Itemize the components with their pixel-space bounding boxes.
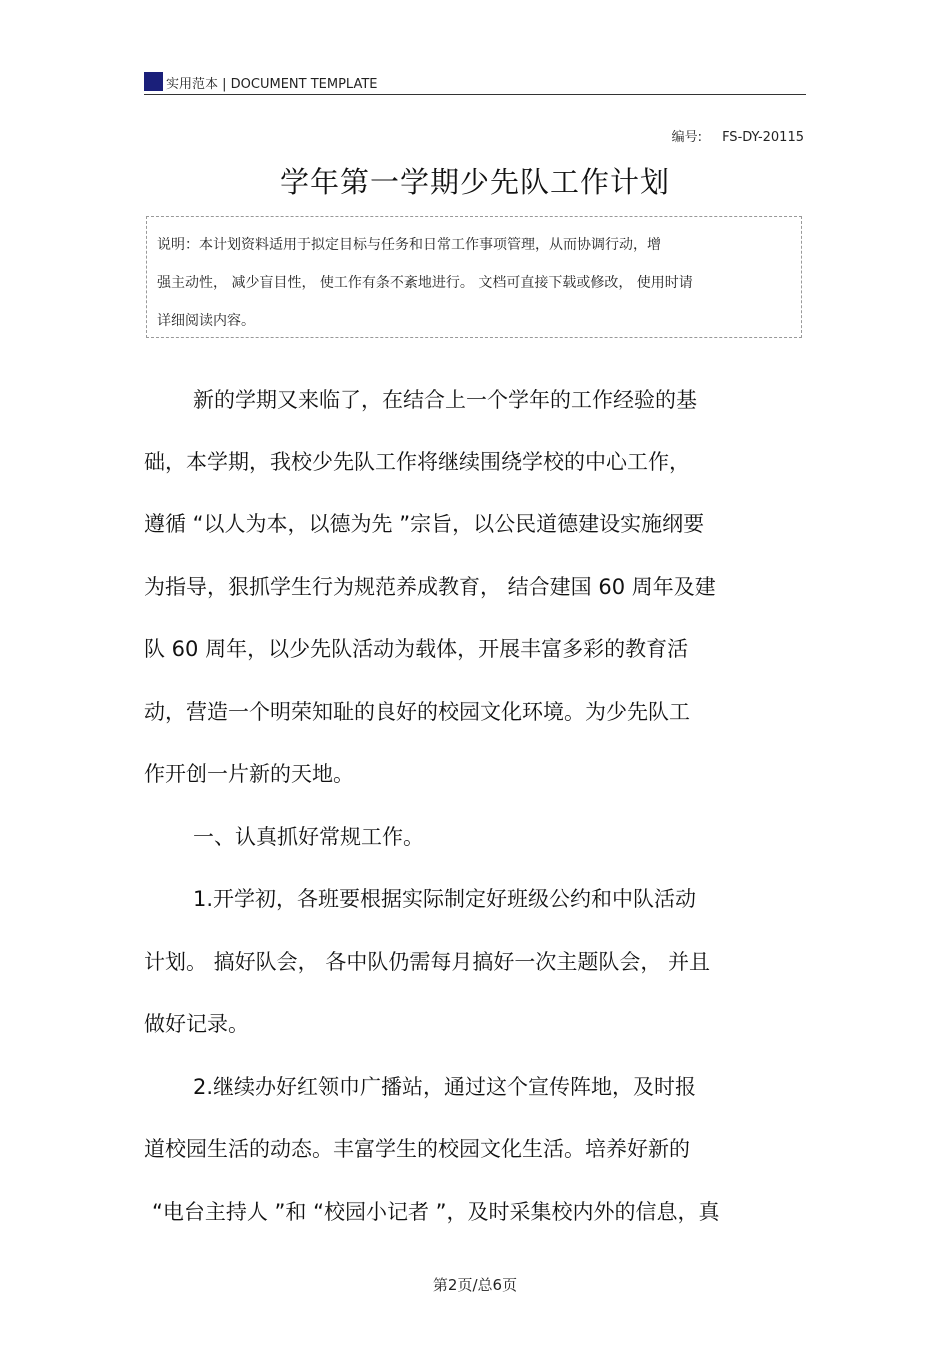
body-line: 础，本学期，我校少先队工作将继续围绕学校的中心工作，	[144, 450, 690, 474]
body-line: 计划。 搞好队会， 各中队仍需每月搞好一次主题队会， 并且	[144, 950, 711, 974]
description-line: 说明：本计划资料适用于拟定目标与任务和日常工作事项管理，从而协调行动，增	[157, 237, 661, 253]
body-line: 2.继续办好红领巾广播站，通过这个宣传阵地，及时报	[193, 1075, 697, 1099]
body-line: 1.开学初，各班要根据实际制定好班级公约和中队活动	[193, 887, 697, 911]
body-line: 队 60 周年，以少先队活动为载体，开展丰富多彩的教育活	[144, 637, 689, 661]
body-line: 道校园生活的动态。丰富学生的校园文化生活。培养好新的	[144, 1137, 690, 1161]
header-text: 实用范本 | DOCUMENT TEMPLATE	[166, 77, 378, 92]
body-line: 为指导，狠抓学生行为规范养成教育， 结合建国 60 周年及建	[144, 575, 716, 599]
document-number-label: 编号:	[671, 130, 703, 145]
document-header	[144, 70, 806, 95]
description-box	[146, 216, 802, 338]
page-number: 第2页/总6页	[432, 1276, 518, 1294]
body-line: 做好记录。	[144, 1012, 249, 1036]
body-line: 动，营造一个明荣知耻的良好的校园文化环境。为少先队工	[144, 700, 690, 724]
page-title: 学年第一学期少先队工作计划	[279, 165, 670, 199]
description-line: 详细阅读内容。	[157, 313, 255, 329]
body-line: 遵循 “以人为本，以德为先 ”宗旨，以公民道德建设实施纲要	[144, 512, 705, 536]
document-number-value: FS-DY-20115	[722, 130, 804, 145]
body-line: “电台主持人 ”和 “校园小记者 ”，及时采集校内外的信息，真	[152, 1200, 720, 1224]
template-logo-icon	[144, 72, 163, 91]
description-line: 强主动性， 减少盲目性， 使工作有条不紊地进行。 文档可直接下载或修改， 使用时请	[157, 275, 693, 291]
document-number	[672, 126, 804, 145]
section-heading: 一、认真抓好常规工作。	[193, 825, 424, 849]
body-line: 新的学期又来临了，在结合上一个学年的工作经验的基	[193, 388, 697, 412]
body-line: 作开创一片新的天地。	[144, 762, 354, 786]
